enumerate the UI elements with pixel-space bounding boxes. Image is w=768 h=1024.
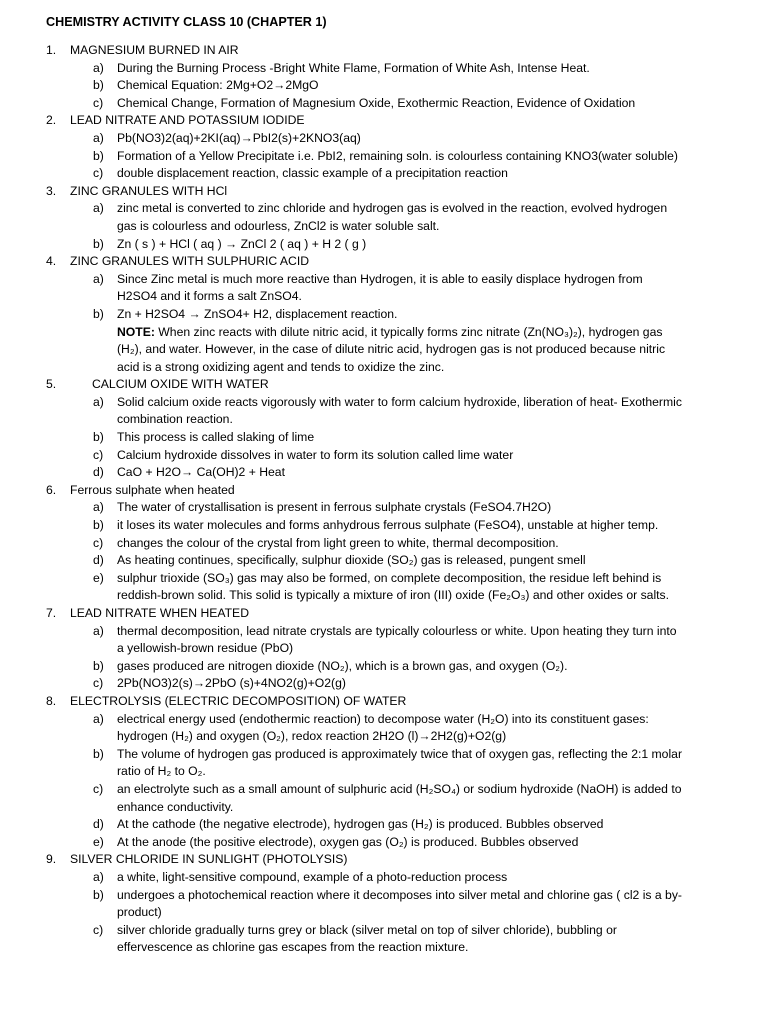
item-letter: c)	[93, 922, 104, 937]
item-text: thermal decomposition, lead nitrate crystals are typically colourless or white. Upon heating they turn into a yellowish-brown residue (PbO)	[117, 623, 677, 656]
section-number: 9.	[46, 852, 57, 867]
note-label: NOTE:	[117, 324, 155, 339]
section-title: LEAD NITRATE WHEN HEATED	[70, 606, 249, 620]
list-item	[0, 517, 768, 535]
list-item	[0, 834, 768, 852]
section-1	[0, 42, 768, 112]
item-text: As heating continues, specifically, sulphur dioxide (SO₂) gas is released, pungent smell	[117, 553, 586, 568]
section-title: CALCIUM OXIDE WITH WATER	[92, 377, 269, 392]
section-title: LEAD NITRATE AND POTASSIUM IODIDE	[70, 113, 305, 128]
item-letter: b)	[93, 746, 104, 761]
item-text: Zn + H2SO4 → ZnSO4+ H2, displacement reaction.	[117, 306, 398, 321]
list-item	[0, 623, 768, 658]
section-9	[0, 851, 768, 957]
section-title: ZINC GRANULES WITH SULPHURIC ACID	[70, 254, 310, 269]
item-letter: c)	[93, 781, 104, 796]
item-letter: c)	[93, 447, 104, 462]
list-item	[0, 922, 768, 957]
section-heading	[0, 605, 768, 623]
list-item	[0, 60, 768, 78]
list-item	[0, 464, 768, 482]
section-7	[0, 605, 768, 693]
list-item	[0, 394, 768, 429]
item-letter: c)	[93, 676, 104, 691]
item-text: At the anode (the positive electrode), oxygen gas (O₂) is produced. Bubbles observed	[117, 834, 579, 849]
item-letter: d)	[93, 817, 104, 832]
section-number: 3.	[46, 183, 57, 198]
item-text: 2Pb(NO3)2(s)→2PbO (s)+4NO2(g)+O2(g)	[117, 676, 346, 691]
item-letter: b)	[93, 518, 104, 533]
list-item	[0, 658, 768, 676]
item-text: During the Burning Process -Bright White Flame, Formation of White Ash, Intense Heat.	[117, 60, 590, 75]
section-number: 1.	[46, 43, 57, 57]
list-item	[0, 200, 768, 235]
item-letter: b)	[93, 430, 104, 445]
item-letter: b)	[93, 887, 104, 902]
document-title: CHEMISTRY ACTIVITY CLASS 10 (CHAPTER 1)	[46, 15, 327, 29]
list-item	[0, 869, 768, 887]
item-letter: b)	[93, 148, 104, 163]
list-item	[0, 675, 768, 693]
item-letter: d)	[93, 465, 104, 480]
item-text: Pb(NO3)2(aq)+2KI(aq)→PbI2(s)+2KNO3(aq)	[117, 130, 361, 145]
section-number: 5.	[46, 377, 57, 392]
item-text: sulphur trioxide (SO₃) gas may also be formed, on complete decomposition, the residue left behind is reddish-brown solid. This solid is typically a mixture of iron (III) oxide (Fe₂O₃) and other oxides or salts.	[117, 570, 670, 603]
list-item	[0, 499, 768, 517]
item-letter: a)	[93, 394, 104, 409]
item-letter: a)	[93, 869, 104, 884]
item-letter: a)	[93, 271, 104, 286]
item-text: gases produced are nitrogen dioxide (NO₂), which is a brown gas, and oxygen (O₂).	[117, 658, 568, 673]
list-item	[0, 447, 768, 465]
item-letter: d)	[93, 553, 104, 568]
list-item	[0, 570, 768, 605]
item-letter: b)	[93, 658, 104, 673]
list-item	[0, 130, 768, 148]
item-letter: a)	[93, 60, 104, 75]
list-item	[0, 77, 768, 95]
item-text: it loses its water molecules and forms anhydrous ferrous sulphate (FeSO4), unstable at higher temp.	[117, 518, 659, 533]
section-5	[0, 376, 768, 482]
item-text: At the cathode (the negative electrode), hydrogen gas (H₂) is produced. Bubbles observed	[117, 817, 604, 832]
item-text: Chemical Equation: 2Mg+O2→2MgO	[117, 78, 319, 93]
list-item	[0, 535, 768, 553]
list-item	[0, 271, 768, 306]
note-text: When zinc reacts with dilute nitric acid, it typically forms zinc nitrate (Zn(NO₃)₂), hydrogen gas (H₂), and water. However, in the case of dilute nitric acid, hydrogen gas is not produced because nitric acid is a strong oxidizing agent and tends to oxidize the zinc.	[117, 324, 666, 374]
item-letter: c)	[93, 535, 104, 550]
section-heading	[0, 42, 768, 60]
item-letter: a)	[93, 130, 104, 145]
section-title: SILVER CHLORIDE IN SUNLIGHT (PHOTOLYSIS)	[70, 852, 348, 867]
item-text: changes the colour of the crystal from light green to white, thermal decomposition.	[117, 535, 559, 550]
section-title: Ferrous sulphate when heated	[70, 482, 235, 497]
list-item	[0, 746, 768, 781]
section-title: ZINC GRANULES WITH HCl	[70, 183, 228, 198]
section-3	[0, 183, 768, 253]
item-text: electrical energy used (endothermic reaction) to decompose water (H₂O) into its constituent gases: hydrogen (H₂) and oxygen (O₂), redox reaction 2H2O (l)→2H2(g)+O2(g)	[117, 711, 649, 744]
section-heading	[0, 253, 768, 271]
section-number: 6.	[46, 482, 57, 497]
item-text: Formation of a Yellow Precipitate i.e. PbI2, remaining soln. is colourless containing KNO3(water soluble)	[117, 148, 678, 163]
list-item	[0, 236, 768, 254]
list-item	[0, 781, 768, 816]
item-letter: e)	[93, 834, 104, 849]
list-item	[0, 711, 768, 746]
section-6	[0, 482, 768, 605]
section-heading	[0, 183, 768, 201]
section-heading	[0, 376, 768, 394]
item-text: Chemical Change, Formation of Magnesium Oxide, Exothermic Reaction, Evidence of Oxidation	[117, 95, 636, 110]
item-text: This process is called slaking of lime	[117, 430, 315, 445]
item-text: Solid calcium oxide reacts vigorously with water to form calcium hydroxide, liberation of heat- Exothermic combination reaction.	[117, 394, 682, 427]
item-text: a white, light-sensitive compound, example of a photo-reduction process	[117, 869, 508, 884]
item-letter: b)	[93, 306, 104, 321]
section-number: 4.	[46, 254, 57, 269]
item-letter: e)	[93, 570, 104, 585]
item-letter: c)	[93, 166, 104, 181]
item-text: Zn ( s ) + HCl ( aq ) → ZnCl 2 ( aq ) + H 2 ( g )	[117, 236, 367, 251]
section-title: MAGNESIUM BURNED IN AIR	[70, 43, 239, 57]
item-letter: a)	[93, 623, 104, 638]
section-4	[0, 253, 768, 376]
item-text: CaO + H2O→ Ca(OH)2 + Heat	[117, 465, 285, 480]
section-number: 2.	[46, 113, 57, 128]
item-text: The volume of hydrogen gas produced is approximately twice that of oxygen gas, reflecting the 2:1 molar ratio of H₂ to O₂.	[117, 746, 682, 779]
section-2	[0, 112, 768, 182]
section-number: 7.	[46, 606, 57, 620]
list-item	[0, 95, 768, 113]
item-letter: a)	[93, 500, 104, 515]
list-item	[0, 552, 768, 570]
section-heading	[0, 482, 768, 500]
section-heading	[0, 851, 768, 869]
item-letter: b)	[93, 236, 104, 251]
item-text: Calcium hydroxide dissolves in water to form its solution called lime water	[117, 447, 514, 462]
section-heading	[0, 112, 768, 130]
list-item	[0, 148, 768, 166]
item-text: The water of crystallisation is present in ferrous sulphate crystals (FeSO4.7H2O)	[117, 500, 552, 515]
section-heading	[0, 693, 768, 711]
section-title: ELECTROLYSIS (ELECTRIC DECOMPOSITION) OF WATER	[70, 693, 407, 708]
item-text: Since Zinc metal is much more reactive than Hydrogen, it is able to easily displace hydrogen from H2SO4 and it forms a salt ZnSO4.	[117, 271, 643, 304]
list-item	[0, 887, 768, 922]
item-letter: c)	[93, 95, 104, 110]
item-letter: a)	[93, 201, 104, 216]
note-paragraph	[0, 324, 768, 377]
section-number: 8.	[46, 693, 57, 708]
item-text: undergoes a photochemical reaction where it decomposes into silver metal and chlorine gas ( cl2 is a by-product)	[117, 887, 682, 920]
section-8	[0, 693, 768, 851]
list-item	[0, 165, 768, 183]
item-letter: a)	[93, 711, 104, 726]
list-item	[0, 816, 768, 834]
item-text: silver chloride gradually turns grey or black (silver metal on top of silver chloride), bubbling or effervescence as chlorine gas escapes from the reaction mixture.	[117, 922, 617, 955]
item-text: zinc metal is converted to zinc chloride and hydrogen gas is evolved in the reaction, evolved hydrogen gas is colourless and odourless, ZnCl2 is water soluble salt.	[117, 201, 668, 233]
item-text: double displacement reaction, classic example of a precipitation reaction	[117, 166, 508, 181]
document-body	[0, 42, 768, 957]
item-text: an electrolyte such as a small amount of sulphuric acid (H₂SO₄) or sodium hydroxide (NaOH) is added to enhance conductivity.	[117, 781, 682, 814]
item-letter: b)	[93, 78, 104, 93]
list-item	[0, 306, 768, 324]
list-item	[0, 429, 768, 447]
